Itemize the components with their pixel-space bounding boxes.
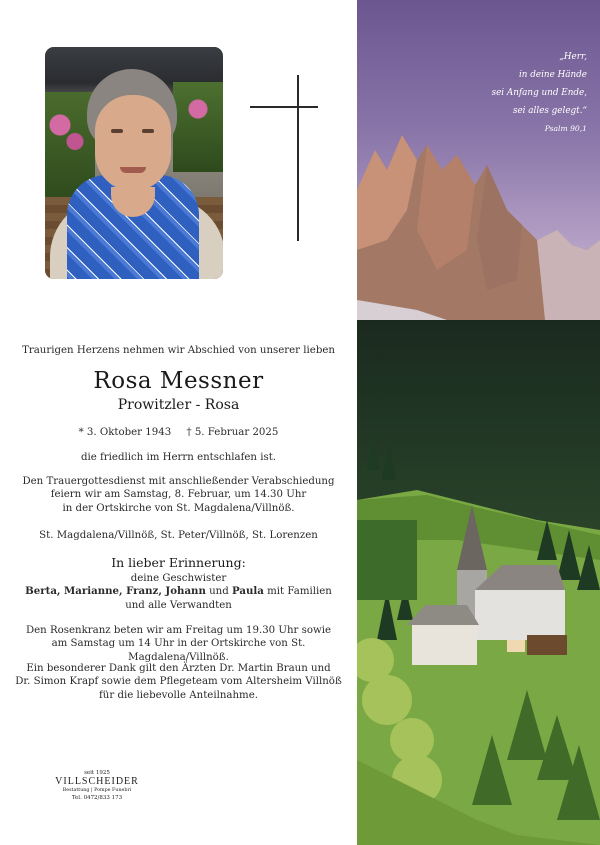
portrait-photo [45,47,223,279]
photo-background-flowers-right [173,82,223,172]
logo-since: seit 1925 [84,770,110,776]
portrait-face [95,95,171,191]
logo-brand: VILLSCHEIDER [55,776,139,787]
thanks-line: für die liebevolle Anteilnahme. [99,689,258,701]
mourners-names-line [0,585,357,598]
and-word: und [205,586,232,598]
mourners-list [0,572,357,612]
landscape-image-panel [357,0,600,845]
cross-icon-vertical [297,75,299,241]
quote-line: sei Anfang und Ende, [491,88,587,98]
rosary-line: am Samstag um 14 Uhr in der Ortskirche von St. Magdalena/Villnöß. [51,638,306,663]
memory-heading: In lieber Erinnerung: [111,555,246,570]
funeral-home-logo [52,770,142,802]
life-dates [0,426,357,439]
parishes-list: St. Magdalena/Villnöß, St. Peter/Villnöß, St. Lorenzen [39,530,318,541]
deceased-name: Rosa Messner [93,368,264,394]
passing-text: die friedlich im Herrn entschlafen ist. [80,452,277,463]
with-families: mit Familien [263,586,332,598]
mourners-intro: deine Geschwister [130,573,227,584]
relatives-line: und alle Verwandten [125,599,232,611]
death-date: † 5. Februar 2025 [186,427,279,438]
sibling-names: Berta, Marianne, Franz, Johann [25,585,206,598]
portrait-eye-right [142,129,154,133]
quote-source: Psalm 90,1 [544,124,587,133]
portrait-eye-left [111,129,123,133]
sibling-name-last: Paula [232,585,264,598]
service-line: in der Ortskirche von St. Magdalena/Villnöß. [62,502,295,514]
quote-line: in deine Hände [518,70,587,80]
thanks-line: Ein besonderer Dank gilt den Ärzten Dr. Martin Braun und [26,663,331,674]
cross-icon-horizontal [250,106,318,108]
portrait-mouth [120,167,146,173]
rosary-line: Den Rosenkranz beten wir am Freitag um 19.30 Uhr sowie [25,625,332,636]
rosary-info [0,624,357,664]
service-line: Den Trauergottesdienst mit anschließender Verabschiedung [22,476,335,487]
service-line: feiern wir am Samstag, 8. Februar, um 14.30 Uhr [50,489,307,501]
quote-line: sei alles gelegt.“ [512,106,587,116]
funeral-service-info [0,475,357,515]
birth-date: * 3. Oktober 1943 [78,427,172,438]
quote-line: „Herr, [559,52,587,62]
logo-subtitle: Bestattung | Pompe Funebri [62,788,132,793]
logo-telephone: Tel. 0472/833 173 [71,795,123,801]
thanks-text [0,662,357,702]
intro-text: Traurigen Herzens nehmen wir Abschied von unserer lieben [22,345,335,356]
psalm-quote [427,48,587,138]
deceased-nickname: Prowitzler - Rosa [117,397,240,413]
thanks-line: Dr. Simon Krapf sowie dem Pflegeteam vom Altersheim Villnöß [15,676,342,688]
